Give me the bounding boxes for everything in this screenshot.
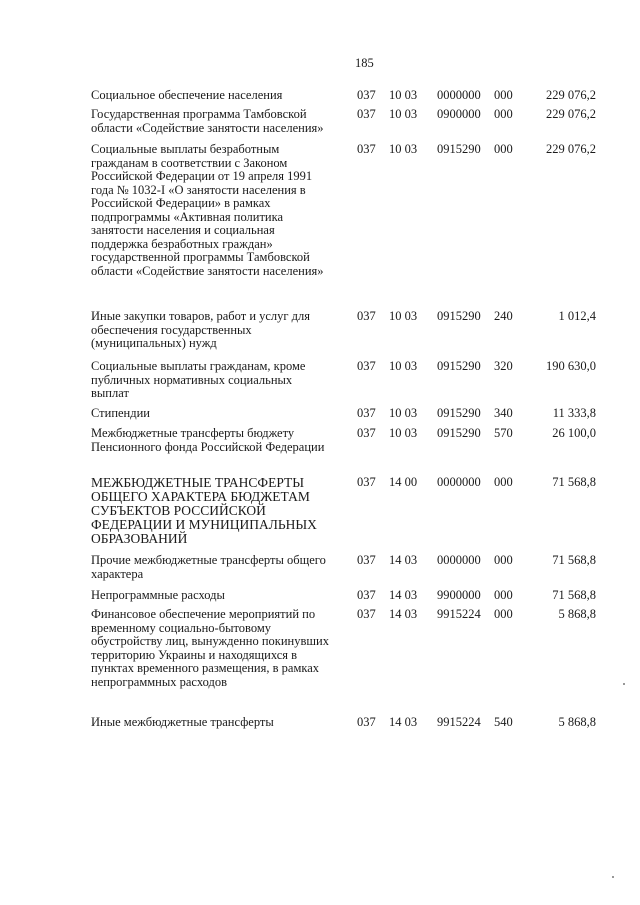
row-name: Непрограммные расходы [91,588,225,602]
row-sum: 1 012,4 [558,309,596,323]
row-name: Прочие межбюджетные трансферты общего характера [91,553,326,581]
page-number: 185 [355,56,374,70]
row-expense-type: 000 [494,88,513,102]
row-section-code: 10 03 [389,426,418,440]
row-admin-code: 037 [357,88,376,102]
row-name: МЕЖБЮДЖЕТНЫЕ ТРАНСФЕРТЫ ОБЩЕГО ХАРАКТЕРА БЮДЖЕТАМ СУБЪЕКТОВ РОССИЙСКОЙ ФЕДЕРАЦИИ И МУНИЦИПАЛЬНЫХ ОБРАЗОВАНИЙ [91,475,317,546]
row-admin-code: 037 [357,309,376,323]
row-target-code: 9915224 [437,715,481,729]
row-expense-type: 570 [494,426,513,440]
row-target-code: 9915224 [437,607,481,621]
row-name: Социальные выплаты безработным гражданам в соответствии с Законом Российской Федерации от 19 апреля 1991 года № 1032-I «О занятости населения в Российской Федерации» в рамках подпрограммы «Активная политика занятости населения и социальная поддержка безработных граждан» государственной программы Тамбовской области «Содействие занятости населения» [91,142,324,278]
row-admin-code: 037 [357,406,376,420]
row-expense-type: 000 [494,553,513,567]
row-expense-type: 000 [494,588,513,602]
row-admin-code: 037 [357,475,376,489]
row-section-code: 10 03 [389,309,418,323]
row-section-code: 10 03 [389,359,418,373]
row-admin-code: 037 [357,426,376,440]
row-target-code: 0915290 [437,142,481,156]
row-sum: 229 076,2 [546,88,596,102]
row-target-code: 0915290 [437,426,481,440]
row-expense-type: 540 [494,715,513,729]
row-expense-type: 000 [494,475,513,489]
row-name: Стипендии [91,406,150,420]
row-target-code: 0000000 [437,475,481,489]
row-admin-code: 037 [357,359,376,373]
row-sum: 229 076,2 [546,107,596,121]
row-admin-code: 037 [357,142,376,156]
row-section-code: 14 03 [389,715,418,729]
scan-speck [623,683,625,685]
row-target-code: 0915290 [437,309,481,323]
row-sum: 229 076,2 [546,142,596,156]
row-expense-type: 320 [494,359,513,373]
row-target-code: 0915290 [437,406,481,420]
row-admin-code: 037 [357,715,376,729]
row-admin-code: 037 [357,107,376,121]
row-expense-type: 240 [494,309,513,323]
row-name: Социальное обеспечение населения [91,88,283,102]
row-expense-type: 340 [494,406,513,420]
row-sum: 71 568,8 [552,588,596,602]
row-name: Финансовое обеспечение мероприятий по временному социально-бытовому обустройству лиц, вынужденно покинувших территорию Украины и находящихся в пунктах временного размещения, в рамках непрограммных расходов [91,607,329,689]
row-section-code: 10 03 [389,406,418,420]
row-target-code: 0000000 [437,88,481,102]
row-target-code: 0915290 [437,359,481,373]
row-name: Иные закупки товаров, работ и услуг для обеспечения государственных (муниципальных) нужд [91,309,311,350]
row-target-code: 0900000 [437,107,481,121]
row-section-code: 10 03 [389,142,418,156]
row-section-code: 14 00 [389,475,418,489]
row-sum: 5 868,8 [558,715,596,729]
row-name: Государственная программа Тамбовской области «Содействие занятости населения» [91,107,324,135]
row-target-code: 0000000 [437,553,481,567]
row-expense-type: 000 [494,107,513,121]
row-sum: 190 630,0 [546,359,596,373]
row-section-code: 14 03 [389,588,418,602]
row-section-code: 14 03 [389,553,418,567]
row-name: Социальные выплаты гражданам, кроме публичных нормативных социальных выплат [91,359,306,400]
row-section-code: 10 03 [389,107,418,121]
scan-speck [612,876,614,878]
row-sum: 71 568,8 [552,553,596,567]
row-sum: 26 100,0 [552,426,596,440]
row-target-code: 9900000 [437,588,481,602]
row-name: Межбюджетные трансферты бюджету Пенсионного фонда Российской Федерации [91,426,325,454]
row-sum: 11 333,8 [552,406,596,420]
row-name: Иные межбюджетные трансферты [91,715,274,729]
row-section-code: 14 03 [389,607,418,621]
row-expense-type: 000 [494,607,513,621]
row-admin-code: 037 [357,607,376,621]
row-expense-type: 000 [494,142,513,156]
row-admin-code: 037 [357,588,376,602]
row-sum: 71 568,8 [552,475,596,489]
row-sum: 5 868,8 [558,607,596,621]
row-admin-code: 037 [357,553,376,567]
row-section-code: 10 03 [389,88,418,102]
